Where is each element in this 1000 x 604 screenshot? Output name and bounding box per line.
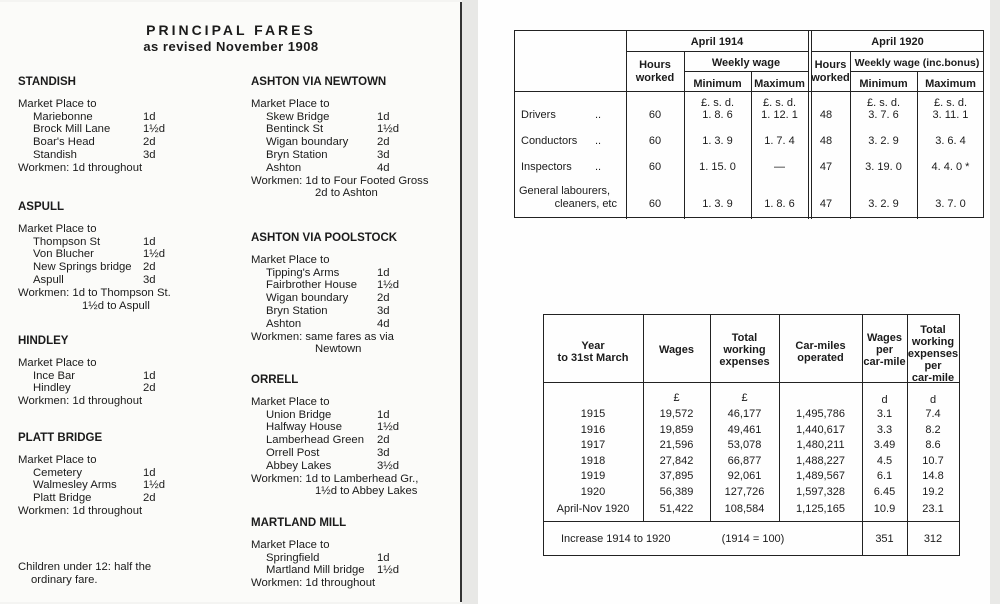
fare-price: 3½d <box>377 459 399 472</box>
min-wage-1920: 3. 19. 0 <box>865 161 902 173</box>
fare-price: 1d <box>143 466 156 479</box>
fare-price: 2d <box>143 261 156 274</box>
units-label: £. s. d. <box>700 97 735 109</box>
workmen-fare: Workmen: 1d to Lamberhead Gr., <box>251 472 419 485</box>
table-rule <box>684 71 808 72</box>
table-rule <box>626 51 808 52</box>
car-miles-cell: 1,125,165 <box>796 503 845 515</box>
fare-stop-row <box>18 479 228 492</box>
minimum-header: Minimum <box>693 78 742 90</box>
wages-cell: 37,895 <box>659 470 694 482</box>
fare-stop-row <box>18 261 228 274</box>
hours-1920: 47 <box>819 161 833 173</box>
car-miles-cell: 1,495,786 <box>796 408 845 420</box>
fare-price: 1½d <box>143 479 165 492</box>
wages-per-car-mile-cell: 10.9 <box>873 503 896 515</box>
fare-stop-row <box>18 136 228 149</box>
fare-stop-row <box>251 409 461 422</box>
route-origin: Market Place to <box>18 453 97 466</box>
fare-price: 2d <box>143 382 156 395</box>
year-cell: 1920 <box>580 485 606 498</box>
total-expenses-cell: 46,177 <box>727 408 762 420</box>
fare-section <box>251 232 461 356</box>
hours-1914: 60 <box>648 198 662 210</box>
fare-price: 1d <box>143 110 156 123</box>
stop-name: Aspull <box>33 273 64 286</box>
workmen-fare: 2d to Ashton <box>315 187 378 200</box>
wages-header: Wages <box>658 344 695 356</box>
fare-price: 1½d <box>377 279 399 292</box>
fare-price: 1½d <box>143 248 165 261</box>
fare-price: 1d <box>377 551 390 564</box>
year-cell: 1917 <box>580 439 606 451</box>
increase-wages-per-car-mile: 351 <box>875 533 894 545</box>
stop-name: Martland Mill bridge <box>266 564 365 577</box>
total-per-car-mile-cell: 8.2 <box>925 423 941 436</box>
fare-stop-row <box>251 552 461 565</box>
stop-name: Springfield <box>266 551 320 564</box>
section-heading: ASHTON VIA NEWTOWN <box>251 76 387 88</box>
total-expenses-cell: 108,584 <box>724 503 765 515</box>
table-rule <box>959 314 960 556</box>
stop-name: Walmesley Arms <box>33 479 117 492</box>
stop-name: Wigan boundary <box>266 292 349 305</box>
min-wage-1920: 3. 2. 9 <box>868 198 899 210</box>
car-miles-header: Car-miles operated <box>795 340 846 364</box>
hours-worked-header: Hours worked <box>635 59 675 84</box>
fare-stop-row <box>251 111 461 124</box>
table-rule <box>850 71 984 72</box>
fare-stop-row <box>18 274 228 287</box>
fares-subtitle: as revised November 1908 <box>143 39 319 54</box>
units-pence: d <box>929 394 937 406</box>
fare-stop-row <box>251 162 461 175</box>
fare-stop-row <box>18 149 228 162</box>
min-wage-1920: 3. 2. 9 <box>868 135 899 147</box>
year-header: Year to 31st March <box>557 340 629 364</box>
role-dots: .. <box>595 109 602 121</box>
fare-price: 2d <box>377 136 390 149</box>
weekly-wage-header: Weekly wage <box>711 57 781 69</box>
weekly-wage-bonus-header: Weekly wage (inc.bonus) <box>854 57 980 69</box>
table-rule <box>543 382 960 383</box>
fare-price: 2d <box>377 292 390 305</box>
stop-name: Ince Bar <box>33 369 76 382</box>
fare-section <box>18 201 228 312</box>
total-per-car-mile-cell: 8.6 <box>925 439 941 451</box>
workmen-fare: 1½d to Abbey Lakes <box>315 485 418 498</box>
total-per-car-mile-cell: 10.7 <box>922 454 944 467</box>
stop-name: Mariebonne <box>33 110 93 123</box>
wages-per-car-mile-header: Wages per car-mile <box>863 332 906 368</box>
fare-price: 4d <box>377 161 390 174</box>
stop-name: Halfway House <box>266 421 342 434</box>
workmen-fare: Workmen: 1d throughout <box>18 395 143 408</box>
route-origin: Market Place to <box>18 97 97 110</box>
wages-cell: 19,859 <box>659 423 694 436</box>
units-pence: d <box>881 394 888 406</box>
fare-section <box>251 76 461 200</box>
route-origin: Market Place to <box>251 538 330 551</box>
section-heading: ORRELL <box>251 374 299 386</box>
section-heading: STANDISH <box>18 76 76 88</box>
fare-section <box>251 517 461 590</box>
year-cell: 1918 <box>580 454 606 467</box>
total-expenses-header: Total working expenses <box>719 332 770 368</box>
total-expenses-cell: 127,726 <box>724 485 765 498</box>
wages-cell: 56,389 <box>659 485 694 498</box>
stop-name: Von Blucher <box>33 248 94 261</box>
table-rule <box>811 51 984 52</box>
max-wage-1920: 3. 11. 1 <box>932 109 969 121</box>
fare-stop-row <box>251 564 461 577</box>
hours-1914: 60 <box>648 135 662 147</box>
fare-price: 3d <box>377 446 390 459</box>
total-per-car-mile-cell: 23.1 <box>922 503 944 515</box>
stop-name: New Springs bridge <box>33 261 132 274</box>
max-wage-1914: 1. 8. 6 <box>764 198 795 210</box>
stop-name: Boar's Head <box>33 136 95 149</box>
max-wage-1914: 1. 12. 1 <box>761 109 798 121</box>
fare-stop-row <box>251 123 461 136</box>
children-line: ordinary fare. <box>31 573 98 586</box>
total-per-car-mile-cell: 14.8 <box>922 470 944 482</box>
fare-price: 1½d <box>143 123 165 136</box>
wages-per-car-mile-cell: 6.1 <box>876 470 893 482</box>
units-label: £. s. d. <box>866 97 901 109</box>
fare-stop-row <box>251 318 461 331</box>
period-1914: April 1914 <box>690 36 744 48</box>
fare-stop-row <box>251 279 461 292</box>
hours-1920: 48 <box>819 135 833 147</box>
fare-stop-row <box>251 421 461 434</box>
total-per-car-mile-cell: 7.4 <box>925 408 941 420</box>
period-1920: April 1920 <box>871 36 924 48</box>
units-label: £. s. d. <box>933 97 968 109</box>
stop-name: Lamberhead Green <box>266 434 364 447</box>
fare-stop-row <box>18 248 228 261</box>
table-rule <box>515 91 984 92</box>
hours-1920: 48 <box>819 109 833 121</box>
section-heading: PLATT BRIDGE <box>18 432 103 444</box>
role-label: Drivers <box>521 109 556 121</box>
fare-section <box>18 335 228 408</box>
route-origin: Market Place to <box>251 395 330 408</box>
car-miles-cell: 1,597,328 <box>796 485 845 498</box>
fare-stop-row <box>18 370 228 383</box>
fare-price: 1d <box>143 235 156 248</box>
stop-name: Bryn Station <box>266 148 328 161</box>
wages-cell: 51,422 <box>659 503 694 515</box>
car-miles-cell: 1,488,227 <box>796 454 845 467</box>
stop-name: Hindley <box>33 382 71 395</box>
wages-table <box>514 30 984 218</box>
fare-stop-row <box>251 434 461 447</box>
maximum-header: Maximum <box>754 78 805 90</box>
table-rule <box>808 31 809 219</box>
section-heading: ASPULL <box>18 201 64 213</box>
fare-stop-row <box>18 123 228 136</box>
fare-price: 3d <box>143 273 156 286</box>
section-heading: MARTLAND MILL <box>251 517 347 529</box>
route-origin: Market Place to <box>251 97 330 110</box>
fare-price: 2d <box>377 434 390 447</box>
fare-stop-row <box>251 267 461 280</box>
route-origin: Market Place to <box>18 222 97 235</box>
stop-name: Tipping's Arms <box>266 266 340 279</box>
increase-total-per-car-mile: 312 <box>923 533 943 545</box>
hours-worked-header: Hours worked <box>811 59 850 84</box>
finance-table <box>543 314 960 556</box>
fare-price: 1½d <box>377 123 399 136</box>
stop-name: Wigan boundary <box>266 136 349 149</box>
car-miles-cell: 1,440,617 <box>796 423 845 436</box>
units-label: £. s. d. <box>762 97 797 109</box>
children-line: Children under 12: half the <box>18 561 152 573</box>
units-pound: £ <box>673 392 680 404</box>
stop-name: Ashton <box>266 317 302 330</box>
role-dots: .. <box>595 161 602 173</box>
total-per-car-mile-cell: 19.2 <box>922 485 944 498</box>
table-rule <box>543 555 960 556</box>
workmen-fare: 1½d to Aspull <box>82 299 150 312</box>
fare-stop-row <box>251 136 461 149</box>
wages-per-car-mile-cell: 3.1 <box>876 408 893 420</box>
stop-name: Standish <box>33 148 77 161</box>
hours-1914: 60 <box>648 109 662 121</box>
fare-stop-row <box>18 111 228 124</box>
min-wage-1920: 3. 7. 6 <box>868 109 899 121</box>
total-expenses-cell: 49,461 <box>727 423 762 436</box>
children-note <box>18 561 151 587</box>
wages-cell: 27,842 <box>659 454 694 467</box>
fare-price: 1½d <box>377 564 399 577</box>
total-per-car-mile-header: Total working expenses per car-mile <box>907 324 959 384</box>
role-label: cleaners, etc <box>554 198 617 210</box>
fare-stop-row <box>251 305 461 318</box>
route-origin: Market Place to <box>251 253 330 266</box>
increase-base: (1914 = 100) <box>721 533 785 545</box>
role-label: General labourers, <box>519 185 611 197</box>
stop-name: Fairbrother House <box>266 279 358 292</box>
workmen-fare: Workmen: 1d to Thompson St. <box>18 286 171 299</box>
fare-stop-row <box>251 447 461 460</box>
wages-per-car-mile-cell: 4.5 <box>876 454 893 467</box>
total-expenses-cell: 66,877 <box>727 454 762 467</box>
fares-title: PRINCIPAL FARES <box>146 22 316 38</box>
max-wage-1920: 3. 6. 4 <box>935 135 966 147</box>
table-rule <box>543 314 960 315</box>
workmen-fare: Workmen: 1d throughout <box>251 577 376 590</box>
year-cell: 1915 <box>580 408 606 420</box>
section-heading: ASHTON VIA POOLSTOCK <box>251 232 398 244</box>
year-cell: 1919 <box>580 470 606 482</box>
stop-name: Orrell Post <box>266 446 320 459</box>
stop-name: Ashton <box>266 161 302 174</box>
workmen-fare: Newtown <box>315 343 362 356</box>
workmen-fare: Workmen: 1d throughout <box>18 504 143 517</box>
stop-name: Skew Bridge <box>266 110 330 123</box>
fare-price: 4d <box>377 317 390 330</box>
fare-price: 3d <box>377 148 390 161</box>
max-wage-1920: 3. 7. 0 <box>935 198 966 210</box>
stop-name: Bryn Station <box>266 304 328 317</box>
fare-price: 1d <box>143 369 156 382</box>
maximum-header: Maximum <box>925 78 976 90</box>
year-cell: April-Nov 1920 <box>556 503 630 515</box>
min-wage-1914: 1. 8. 6 <box>702 109 733 121</box>
total-expenses-cell: 92,061 <box>727 470 762 482</box>
stop-name: Cemetery <box>33 466 82 479</box>
fare-section <box>18 76 228 175</box>
wages-per-car-mile-cell: 3.3 <box>876 423 893 436</box>
role-label: Conductors <box>521 135 578 147</box>
wages-per-car-mile-cell: 6.45 <box>873 485 896 498</box>
fare-stop-row <box>18 492 228 505</box>
min-wage-1914: 1. 3. 9 <box>702 198 733 210</box>
fare-stop-row <box>251 149 461 162</box>
stop-name: Brock Mill Lane <box>33 123 111 136</box>
wages-per-car-mile-cell: 3.49 <box>873 439 896 451</box>
fare-price: 3d <box>377 304 390 317</box>
fare-price: 1d <box>377 110 390 123</box>
min-wage-1914: 1. 15. 0 <box>699 161 736 173</box>
stop-name: Platt Bridge <box>33 492 92 505</box>
year-cell: 1916 <box>580 423 606 436</box>
fare-section <box>18 432 228 518</box>
fare-stop-row <box>18 236 228 249</box>
fare-stop-row <box>251 292 461 305</box>
stop-name: Bentinck St <box>266 123 324 136</box>
route-origin: Market Place to <box>18 356 97 369</box>
min-wage-1914: 1. 3. 9 <box>702 135 733 147</box>
section-heading: HINDLEY <box>18 335 69 347</box>
car-miles-cell: 1,489,567 <box>796 470 845 482</box>
fare-stop-row <box>18 382 228 395</box>
fare-price: 3d <box>143 148 156 161</box>
page-gutter <box>462 0 478 604</box>
wages-cell: 19,572 <box>659 408 694 420</box>
fare-price: 2d <box>143 492 156 505</box>
car-miles-cell: 1,480,211 <box>796 439 845 451</box>
fare-price: 2d <box>143 136 156 149</box>
max-wage-1920: 4. 4. 0 * <box>931 161 970 173</box>
minimum-header: Minimum <box>859 78 908 90</box>
stop-name: Abbey Lakes <box>266 459 332 472</box>
hours-1920: 47 <box>819 198 833 210</box>
page-edge <box>990 0 1000 604</box>
fare-section <box>251 374 461 498</box>
fare-price: 1½d <box>377 421 399 434</box>
stop-name: Thompson St <box>33 235 101 248</box>
increase-label: Increase 1914 to 1920 <box>561 533 671 545</box>
fare-stop-row <box>251 460 461 473</box>
role-label: Inspectors <box>521 161 572 173</box>
table-rule <box>543 521 960 522</box>
max-wage-1914: 1. 7. 4 <box>764 135 795 147</box>
fare-stop-row <box>18 467 228 480</box>
fare-price: 1d <box>377 266 390 279</box>
total-expenses-cell: 53,078 <box>727 439 762 451</box>
units-pound: £ <box>741 392 748 404</box>
stop-name: Union Bridge <box>266 408 332 421</box>
workmen-fare: Workmen: 1d to Four Footed Gross <box>251 174 429 187</box>
workmen-fare: Workmen: 1d throughout <box>18 161 143 174</box>
workmen-fare: Workmen: same fares as via <box>251 330 394 343</box>
role-dots: .. <box>595 135 602 147</box>
fare-price: 1d <box>377 408 390 421</box>
wages-cell: 21,596 <box>659 439 694 451</box>
max-wage-1914: — <box>774 161 785 173</box>
hours-1914: 60 <box>648 161 662 173</box>
